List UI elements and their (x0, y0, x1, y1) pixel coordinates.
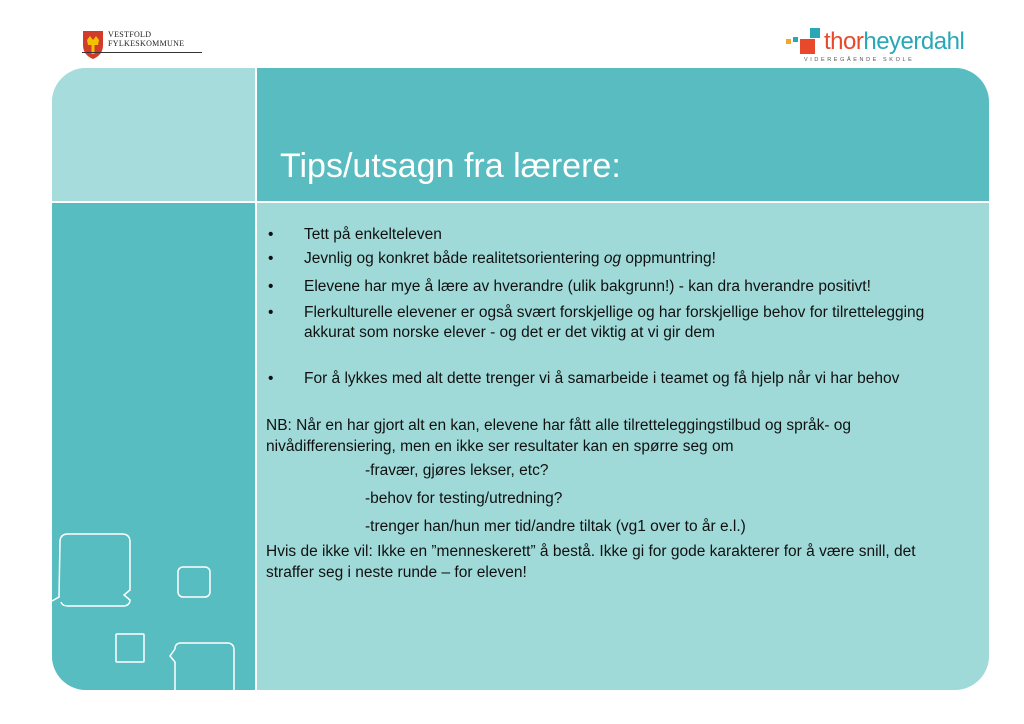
slide-title: Tips/utsagn fra lærere: (280, 147, 621, 185)
decorative-squares-icon (52, 68, 256, 690)
bullet-text-start: Jevnlig og konkret både realitetsorientering (304, 250, 604, 267)
closing-paragraph: Hvis de ikke vil: Ikke en ”menneskerett” å bestå. Ikke gi for gode karakterer for å være snill, det straffer seg i neste runde – for eleven! (266, 543, 916, 581)
spacer (266, 393, 966, 415)
bullet-item: • Flerkulturelle elevener er også svært forskjellige og har forskjellige behov for tilrettelegging akkurat som norske elever - og det er det viktig at vi gir dem (266, 303, 966, 343)
school-wordmark-heyerdahl: heyerdahl (863, 28, 965, 55)
slide-body (266, 225, 966, 583)
bullet-item: • Elevene har mye å lære av hverandre (ulik bakgrunn!) - kan dra hverandre positivt! (266, 273, 966, 301)
county-shield-icon (82, 30, 104, 60)
nb-paragraph: NB: Når en har gjort alt en kan, elevene har fått alle tilretteleggingstilbud og språk- og nivådifferensiering, men en ikke ser resultater kan en spørre seg om (266, 417, 852, 455)
school-wordmark (824, 28, 964, 56)
bullet-item: • Tett på enkelteleven (266, 225, 966, 245)
school-tagline: VIDEREGÅENDE SKOLE (804, 57, 915, 63)
question-item: -fravær, gjøres lekser, etc? (365, 462, 549, 479)
school-wordmark-thor: thor (824, 28, 864, 55)
school-logo (786, 24, 976, 70)
school-logo-squares-icon (786, 26, 822, 56)
bullet-item (266, 249, 966, 269)
question-item: -behov for testing/utredning? (365, 490, 563, 507)
county-name-line2: FYLKESKOMMUNE (108, 39, 185, 48)
spacer (266, 347, 966, 369)
row-divider (52, 201, 989, 203)
county-logo-rule (82, 52, 202, 53)
slide-panel (52, 68, 989, 690)
column-divider (255, 68, 257, 690)
question-item: -trenger han/hun mer tid/andre tiltak (vg1 over to år e.l.) (365, 518, 746, 535)
county-logo (82, 30, 184, 60)
county-name-line1: VESTFOLD (108, 30, 152, 39)
bullet-emphasis: og (603, 250, 622, 267)
bullet-text-end: oppmuntring! (621, 250, 716, 267)
bullet-item: • For å lykkes med alt dette trenger vi å samarbeide i teamet og få hjelp når vi har behov (266, 369, 966, 389)
